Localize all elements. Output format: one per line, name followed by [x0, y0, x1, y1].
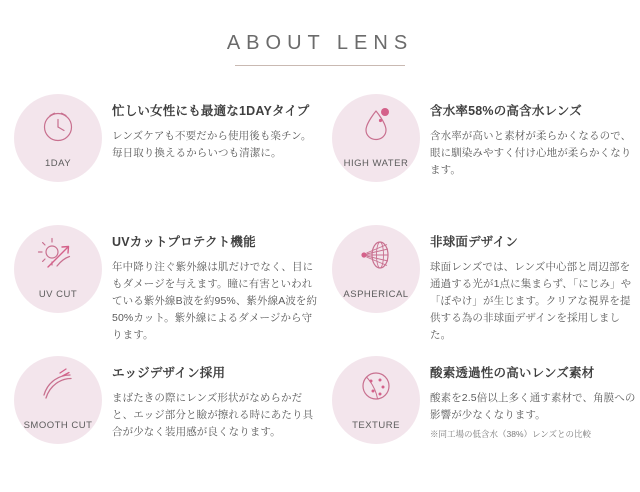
- feature-item-1day: [6, 88, 318, 219]
- feature-text: 酸素を2.5倍以上多く通す素材で、角膜への影響が少なくなります。: [430, 392, 636, 421]
- feature-title: 非球面デザイン: [430, 235, 519, 249]
- feature-text: まばたきの際にレンズ形状がなめらかだと、エッジ部分と瞼が擦れる時にあたり具合が少なく装用感が良くなります。: [112, 392, 314, 438]
- lens-texture-icon: [332, 364, 420, 412]
- edge-cut-icon: [14, 364, 102, 412]
- feature-title: 含水率58%の高含水レンズ: [430, 104, 582, 118]
- badge-high-water: [332, 94, 420, 182]
- title-underline-rule: [235, 65, 405, 66]
- badge-label: HIGH WATER: [343, 158, 409, 169]
- feature-item-smooth-cut: [6, 350, 318, 481]
- feature-note: ※同工場の低含水（38%）レンズとの比較: [430, 429, 592, 439]
- badge-1day: [14, 94, 102, 182]
- water-drop-icon: [332, 102, 420, 150]
- badge-label: TEXTURE: [352, 420, 400, 431]
- feature-title: エッジデザイン採用: [112, 366, 226, 380]
- feature-text: レンズケアも不要だから使用後も楽チン。毎日取り換えるからいつも清潔に。: [112, 130, 312, 159]
- feature-body: [430, 88, 636, 179]
- aspherical-lens-icon: [332, 233, 420, 281]
- badge-texture: [332, 356, 420, 444]
- badge-aspherical: [332, 225, 420, 313]
- badge-label: UV CUT: [38, 289, 78, 300]
- badge-label: ASPHERICAL: [343, 289, 409, 300]
- feature-title: 酸素透過性の高いレンズ素材: [430, 366, 595, 380]
- feature-text: 含水率が高いと素材が柔らかくなるので、眼に馴染みやすく付け心地が柔らかくなります。: [430, 130, 632, 176]
- feature-text: 球面レンズでは、レンズ中心部と周辺部を通過する光が1点に集まらず、「にじみ」や「ぼやけ」が生じます。クリアな視界を提供する為の非球面デザインを採用しました。: [430, 261, 632, 341]
- feature-text: 年中降り注ぐ紫外線は肌だけでなく、目にもダメージを与えます。瞳に有害といわれている紫外線B波を約95%、紫外線A波を約50%カット。紫外線によるダメージから守ります。: [112, 261, 318, 341]
- feature-body: [112, 350, 318, 441]
- uv-sun-shield-icon: [14, 233, 102, 281]
- feature-item-texture: [324, 350, 636, 481]
- feature-body: [112, 219, 318, 344]
- feature-item-aspherical: [324, 219, 636, 350]
- page-title: ABOUT LENS: [226, 31, 414, 54]
- badge-smooth-cut: [14, 356, 102, 444]
- badge-label: SMOOTH CUT: [23, 420, 93, 431]
- feature-title: UVカットプロテクト機能: [112, 235, 256, 249]
- feature-body: [112, 88, 318, 162]
- feature-body: [430, 350, 636, 441]
- feature-body: [430, 219, 636, 344]
- badge-label: 1DAY: [44, 158, 72, 169]
- feature-grid: [0, 88, 640, 481]
- feature-item-high-water: [324, 88, 636, 219]
- page-header: [0, 0, 640, 88]
- badge-uv-cut: [14, 225, 102, 313]
- feature-item-uv-cut: [6, 219, 318, 350]
- clock-icon: [14, 102, 102, 150]
- feature-title: 忙しい女性にも最適な1DAYタイプ: [112, 104, 310, 118]
